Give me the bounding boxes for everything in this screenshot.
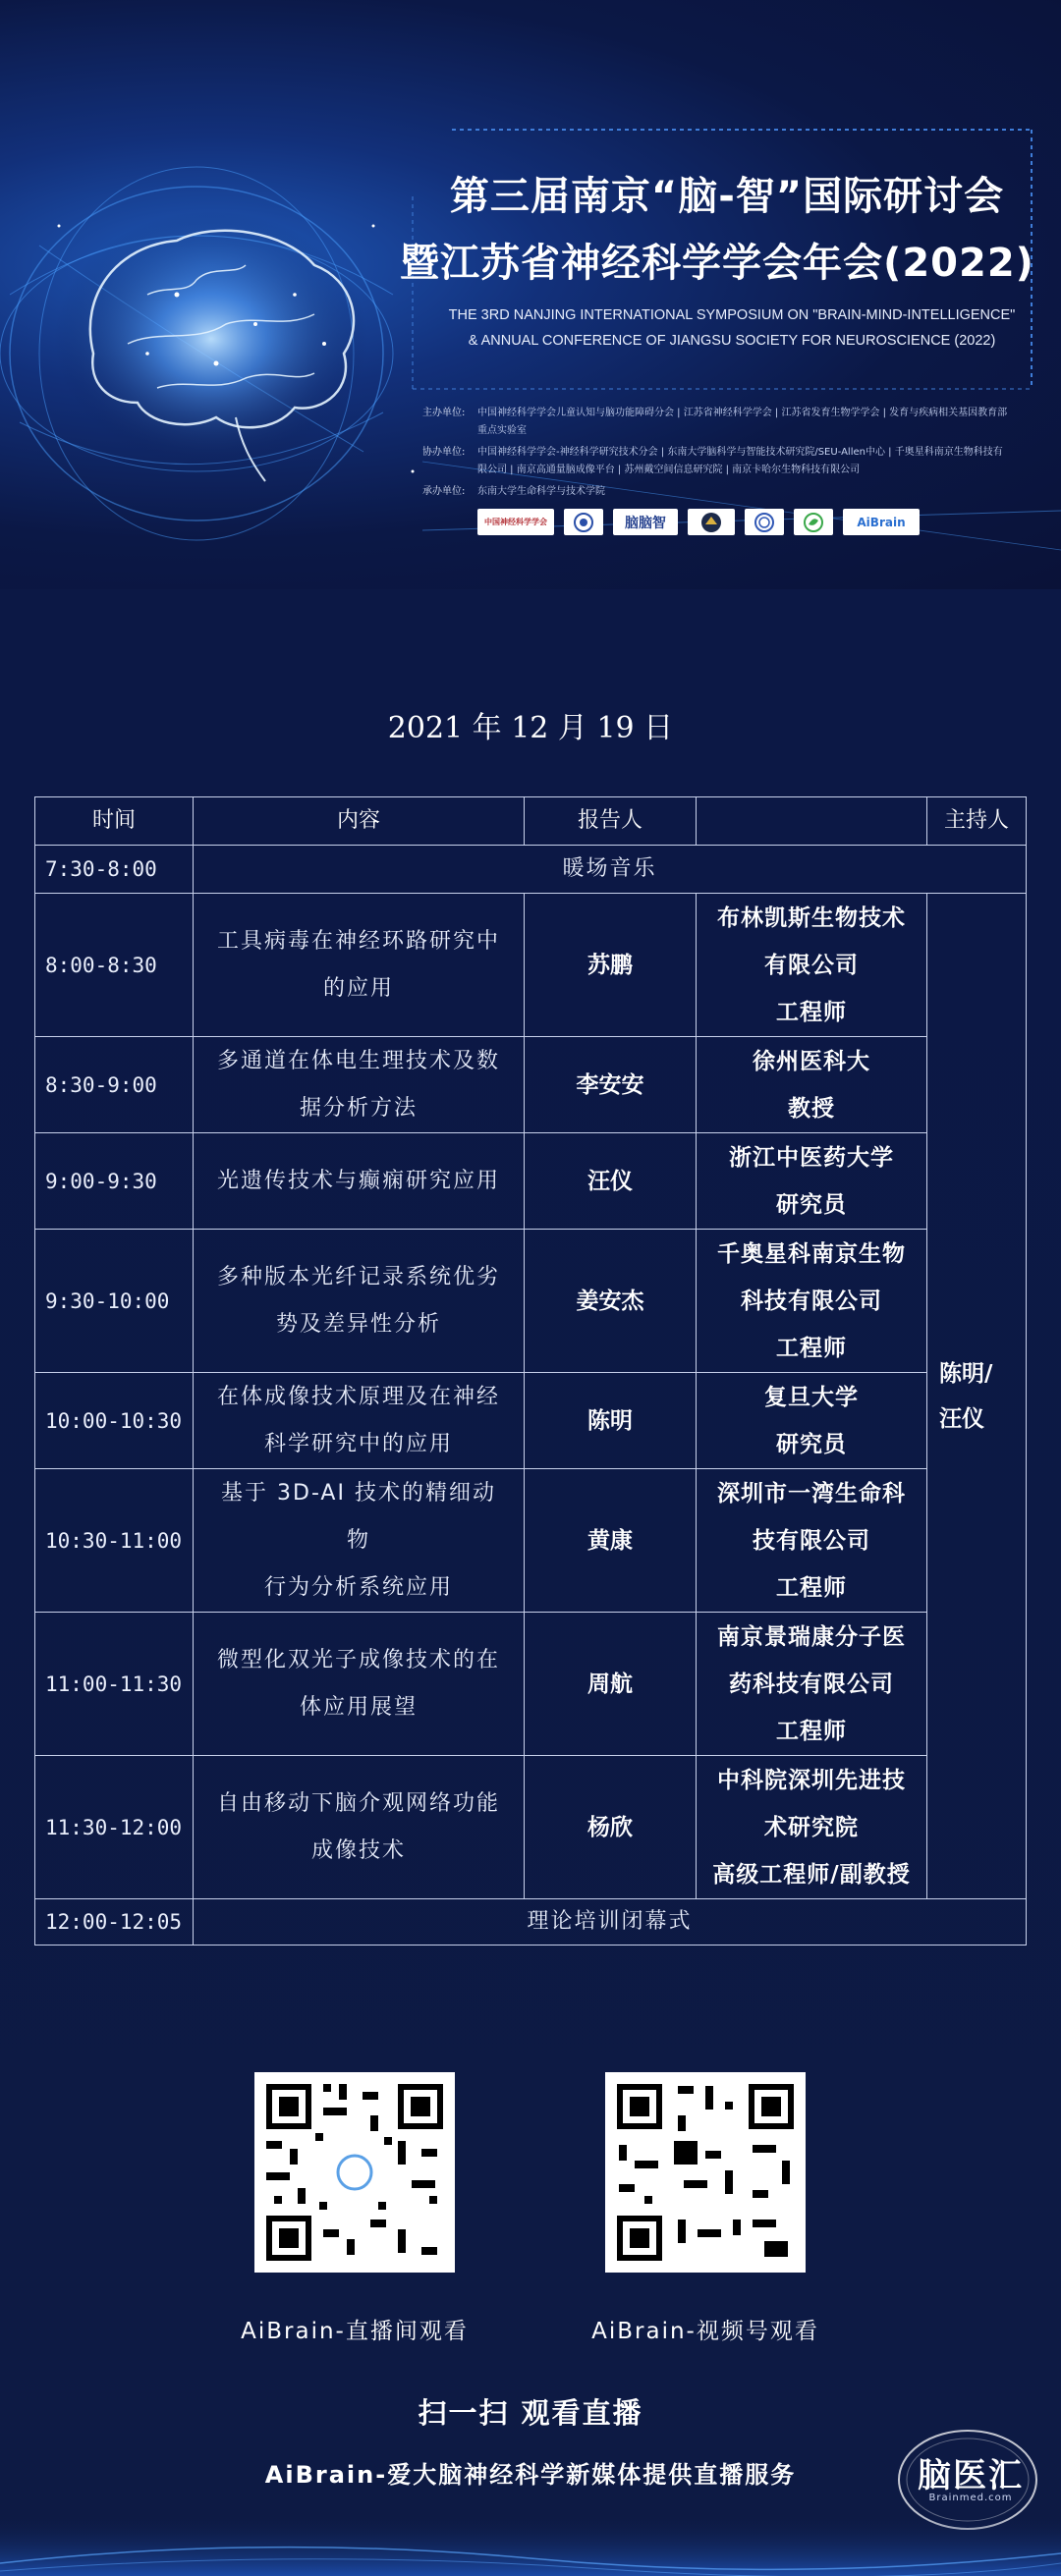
table-cell-content bbox=[193, 893, 525, 1037]
table-cell-content bbox=[193, 1229, 525, 1373]
content-line: 在体成像技术原理及在神经 bbox=[216, 1384, 500, 1409]
table-cell-speaker: 李安安 bbox=[524, 1036, 697, 1133]
column-header-speaker: 报告人 bbox=[524, 796, 697, 846]
content-line: 势及差异性分析 bbox=[275, 1311, 441, 1337]
table-cell-content bbox=[193, 1468, 525, 1613]
content-line: 微型化双光子成像技术的在 bbox=[216, 1647, 500, 1672]
organizer-label: 主办单位: bbox=[422, 408, 466, 418]
table-cell-time: 9:00-9:30 bbox=[34, 1132, 194, 1230]
affiliation-line: 南京景瑞康分子医 bbox=[717, 1623, 906, 1650]
table-cell-closing: 理论培训闭幕式 bbox=[193, 1898, 1027, 1946]
affiliation-line: 工程师 bbox=[776, 1718, 847, 1744]
organizer-text: 中国神经科学学会儿童认知与脑功能障碍分会 | 江苏省神经科学学会 | 江苏省发育生物学学会 | 发育与疾病相关基因教育部重点实验室 bbox=[477, 408, 1008, 436]
table-cell-content bbox=[193, 1132, 525, 1230]
brand-logo-text: 脑医汇 bbox=[918, 2456, 1024, 2495]
affiliation-line: 研究员 bbox=[776, 1191, 847, 1218]
page-subtitle: 暨江苏省神经科学学会年会(2022) bbox=[400, 241, 1034, 286]
table-cell-time: 10:30-11:00 bbox=[34, 1468, 194, 1613]
table-cell-affiliation bbox=[696, 1468, 927, 1613]
affiliation-line: 高级工程师/副教授 bbox=[712, 1861, 911, 1888]
content-line: 基于 3D-AI 技术的精细动物 bbox=[221, 1480, 496, 1553]
sponsor-logo-leaf-icon bbox=[794, 509, 833, 535]
content-line: 多种版本光纤记录系统优劣 bbox=[216, 1264, 500, 1289]
content-line: 工具病毒在神经环路研究中 bbox=[216, 928, 500, 954]
table-cell-content bbox=[193, 1755, 525, 1899]
content-line: 据分析方法 bbox=[299, 1095, 418, 1121]
table-cell-host bbox=[926, 893, 1027, 1899]
affiliation-line: 研究员 bbox=[776, 1431, 847, 1457]
sponsor-logo: 脑脑智 bbox=[613, 509, 678, 535]
table-cell-content bbox=[193, 1372, 525, 1469]
qr-code-live-room[interactable] bbox=[254, 2072, 455, 2273]
content-line: 科学研究中的应用 bbox=[263, 1431, 453, 1456]
affiliation-line: 工程师 bbox=[776, 1574, 847, 1601]
table-cell-affiliation bbox=[696, 1229, 927, 1373]
bottom-glow-decoration bbox=[0, 2514, 1061, 2576]
affiliation-line: 布林凯斯生物技术 bbox=[717, 904, 906, 931]
sponsor-logo-seal-icon bbox=[688, 509, 735, 535]
sponsor-logo: 中国神经科学学会 bbox=[477, 509, 554, 535]
affiliation-line: 科技有限公司 bbox=[741, 1288, 882, 1314]
affiliation-line: 徐州医科大 bbox=[753, 1048, 870, 1074]
table-cell-time: 11:00-11:30 bbox=[34, 1612, 194, 1756]
table-cell-content bbox=[193, 1612, 525, 1756]
live-service-text: AiBrain-爱大脑神经科学新媒体提供直播服务 bbox=[264, 2461, 797, 2489]
content-line: 体应用展望 bbox=[299, 1694, 418, 1720]
organizer-row-host bbox=[422, 405, 1012, 440]
qr-code-video-channel[interactable] bbox=[605, 2072, 806, 2273]
affiliation-line: 术研究院 bbox=[764, 1814, 859, 1840]
organizer-row-co bbox=[422, 444, 1012, 479]
sponsor-logos bbox=[477, 509, 920, 535]
organizer-label: 协办单位: bbox=[422, 447, 466, 458]
table-cell-content bbox=[193, 1036, 525, 1133]
column-header-host: 主持人 bbox=[926, 796, 1027, 846]
organizers-block bbox=[422, 405, 1012, 501]
content-line: 自由移动下脑介观网络功能 bbox=[216, 1790, 500, 1816]
qr-code-icon bbox=[605, 2072, 806, 2273]
organizer-label: 承办单位: bbox=[422, 486, 466, 497]
column-header-time: 时间 bbox=[34, 796, 194, 846]
content-line: 光遗传技术与癫痫研究应用 bbox=[216, 1168, 500, 1193]
event-date: 2021 年 12 月 19 日 bbox=[387, 711, 674, 745]
table-cell-time: 10:00-10:30 bbox=[34, 1372, 194, 1469]
affiliation-line: 复旦大学 bbox=[764, 1384, 859, 1410]
qr-caption-live-room: AiBrain-直播间观看 bbox=[241, 2319, 469, 2344]
content-line: 成像技术 bbox=[310, 1837, 406, 1863]
english-title-line-2: & ANNUAL CONFERENCE OF JIANGSU SOCIETY FOR NEUROSCIENCE (2022) bbox=[468, 333, 996, 349]
table-cell-affiliation bbox=[696, 1036, 927, 1133]
organizer-text: 东南大学生命科学与技术学院 bbox=[477, 486, 605, 497]
scan-to-watch-text: 扫一扫 观看直播 bbox=[418, 2396, 643, 2430]
table-cell-affiliation bbox=[696, 1755, 927, 1899]
table-cell-speaker: 姜安杰 bbox=[524, 1229, 697, 1373]
qr-code-icon bbox=[254, 2072, 455, 2273]
affiliation-line: 药科技有限公司 bbox=[729, 1671, 894, 1697]
column-header-affiliation bbox=[696, 796, 927, 846]
english-title-line-1: THE 3RD NANJING INTERNATIONAL SYMPOSIUM ON "BRAIN-MIND-INTELLIGENCE" bbox=[448, 307, 1016, 323]
table-cell-speaker: 黄康 bbox=[524, 1468, 697, 1613]
organizer-row-undertaker bbox=[422, 483, 1012, 501]
english-title bbox=[422, 302, 1041, 354]
affiliation-line: 有限公司 bbox=[764, 952, 859, 978]
table-cell-speaker: 汪仪 bbox=[524, 1132, 697, 1230]
affiliation-line: 浙江中医药大学 bbox=[729, 1144, 894, 1171]
table-cell-opening: 暖场音乐 bbox=[193, 845, 1027, 894]
table-cell-time: 7:30-8:00 bbox=[34, 845, 194, 894]
hero-decoration bbox=[0, 0, 1061, 589]
table-cell-affiliation bbox=[696, 1612, 927, 1756]
host-line: 汪仪 bbox=[939, 1405, 984, 1432]
affiliation-line: 工程师 bbox=[776, 999, 847, 1025]
schedule-table bbox=[34, 796, 1027, 1946]
affiliation-line: 教授 bbox=[788, 1095, 835, 1122]
table-cell-affiliation bbox=[696, 893, 927, 1037]
sponsor-logo: AiBrain bbox=[843, 509, 920, 535]
table-cell-affiliation bbox=[696, 1132, 927, 1230]
sponsor-logo-seal-icon bbox=[745, 509, 784, 535]
table-cell-time: 8:00-8:30 bbox=[34, 893, 194, 1037]
table-cell-speaker: 陈明 bbox=[524, 1372, 697, 1469]
hero-header bbox=[0, 0, 1061, 589]
affiliation-line: 千奥星科南京生物 bbox=[717, 1240, 906, 1267]
content-line: 多通道在体电生理技术及数 bbox=[216, 1048, 500, 1073]
table-cell-speaker: 杨欣 bbox=[524, 1755, 697, 1899]
table-cell-time: 12:00-12:05 bbox=[34, 1898, 194, 1946]
table-cell-affiliation bbox=[696, 1372, 927, 1469]
content-line: 的应用 bbox=[322, 975, 394, 1001]
organizer-text: 中国神经科学学会-神经科学研究技术分会 | 东南大学脑科学与智能技术研究院/SEU-Allen中心 | 千奥星科南京生物科技有限公司 | 南京高通量脑成像平台 | 苏州戴空间信息研究院 | 南京卡哈尔生物科技有限公司 bbox=[477, 447, 1003, 475]
table-cell-time: 8:30-9:00 bbox=[34, 1036, 194, 1133]
table-cell-speaker: 周航 bbox=[524, 1612, 697, 1756]
table-cell-speaker: 苏鹏 bbox=[524, 893, 697, 1037]
sponsor-logo-seal-icon bbox=[564, 509, 603, 535]
content-line: 行为分析系统应用 bbox=[263, 1574, 453, 1600]
qr-caption-video-channel: AiBrain-视频号观看 bbox=[591, 2319, 819, 2344]
table-cell-time: 9:30-10:00 bbox=[34, 1229, 194, 1373]
table-cell-time: 11:30-12:00 bbox=[34, 1755, 194, 1899]
host-line: 陈明/ bbox=[939, 1360, 993, 1387]
column-header-content: 内容 bbox=[193, 796, 525, 846]
affiliation-line: 工程师 bbox=[776, 1335, 847, 1361]
page-title: 第三届南京“脑-智”国际研讨会 bbox=[449, 174, 1005, 219]
affiliation-line: 深圳市一湾生命科 bbox=[717, 1480, 906, 1507]
brand-logo-subtext: Brainmed.com bbox=[928, 2493, 1013, 2503]
affiliation-line: 技有限公司 bbox=[753, 1527, 870, 1554]
affiliation-line: 中科院深圳先进技 bbox=[717, 1767, 906, 1793]
